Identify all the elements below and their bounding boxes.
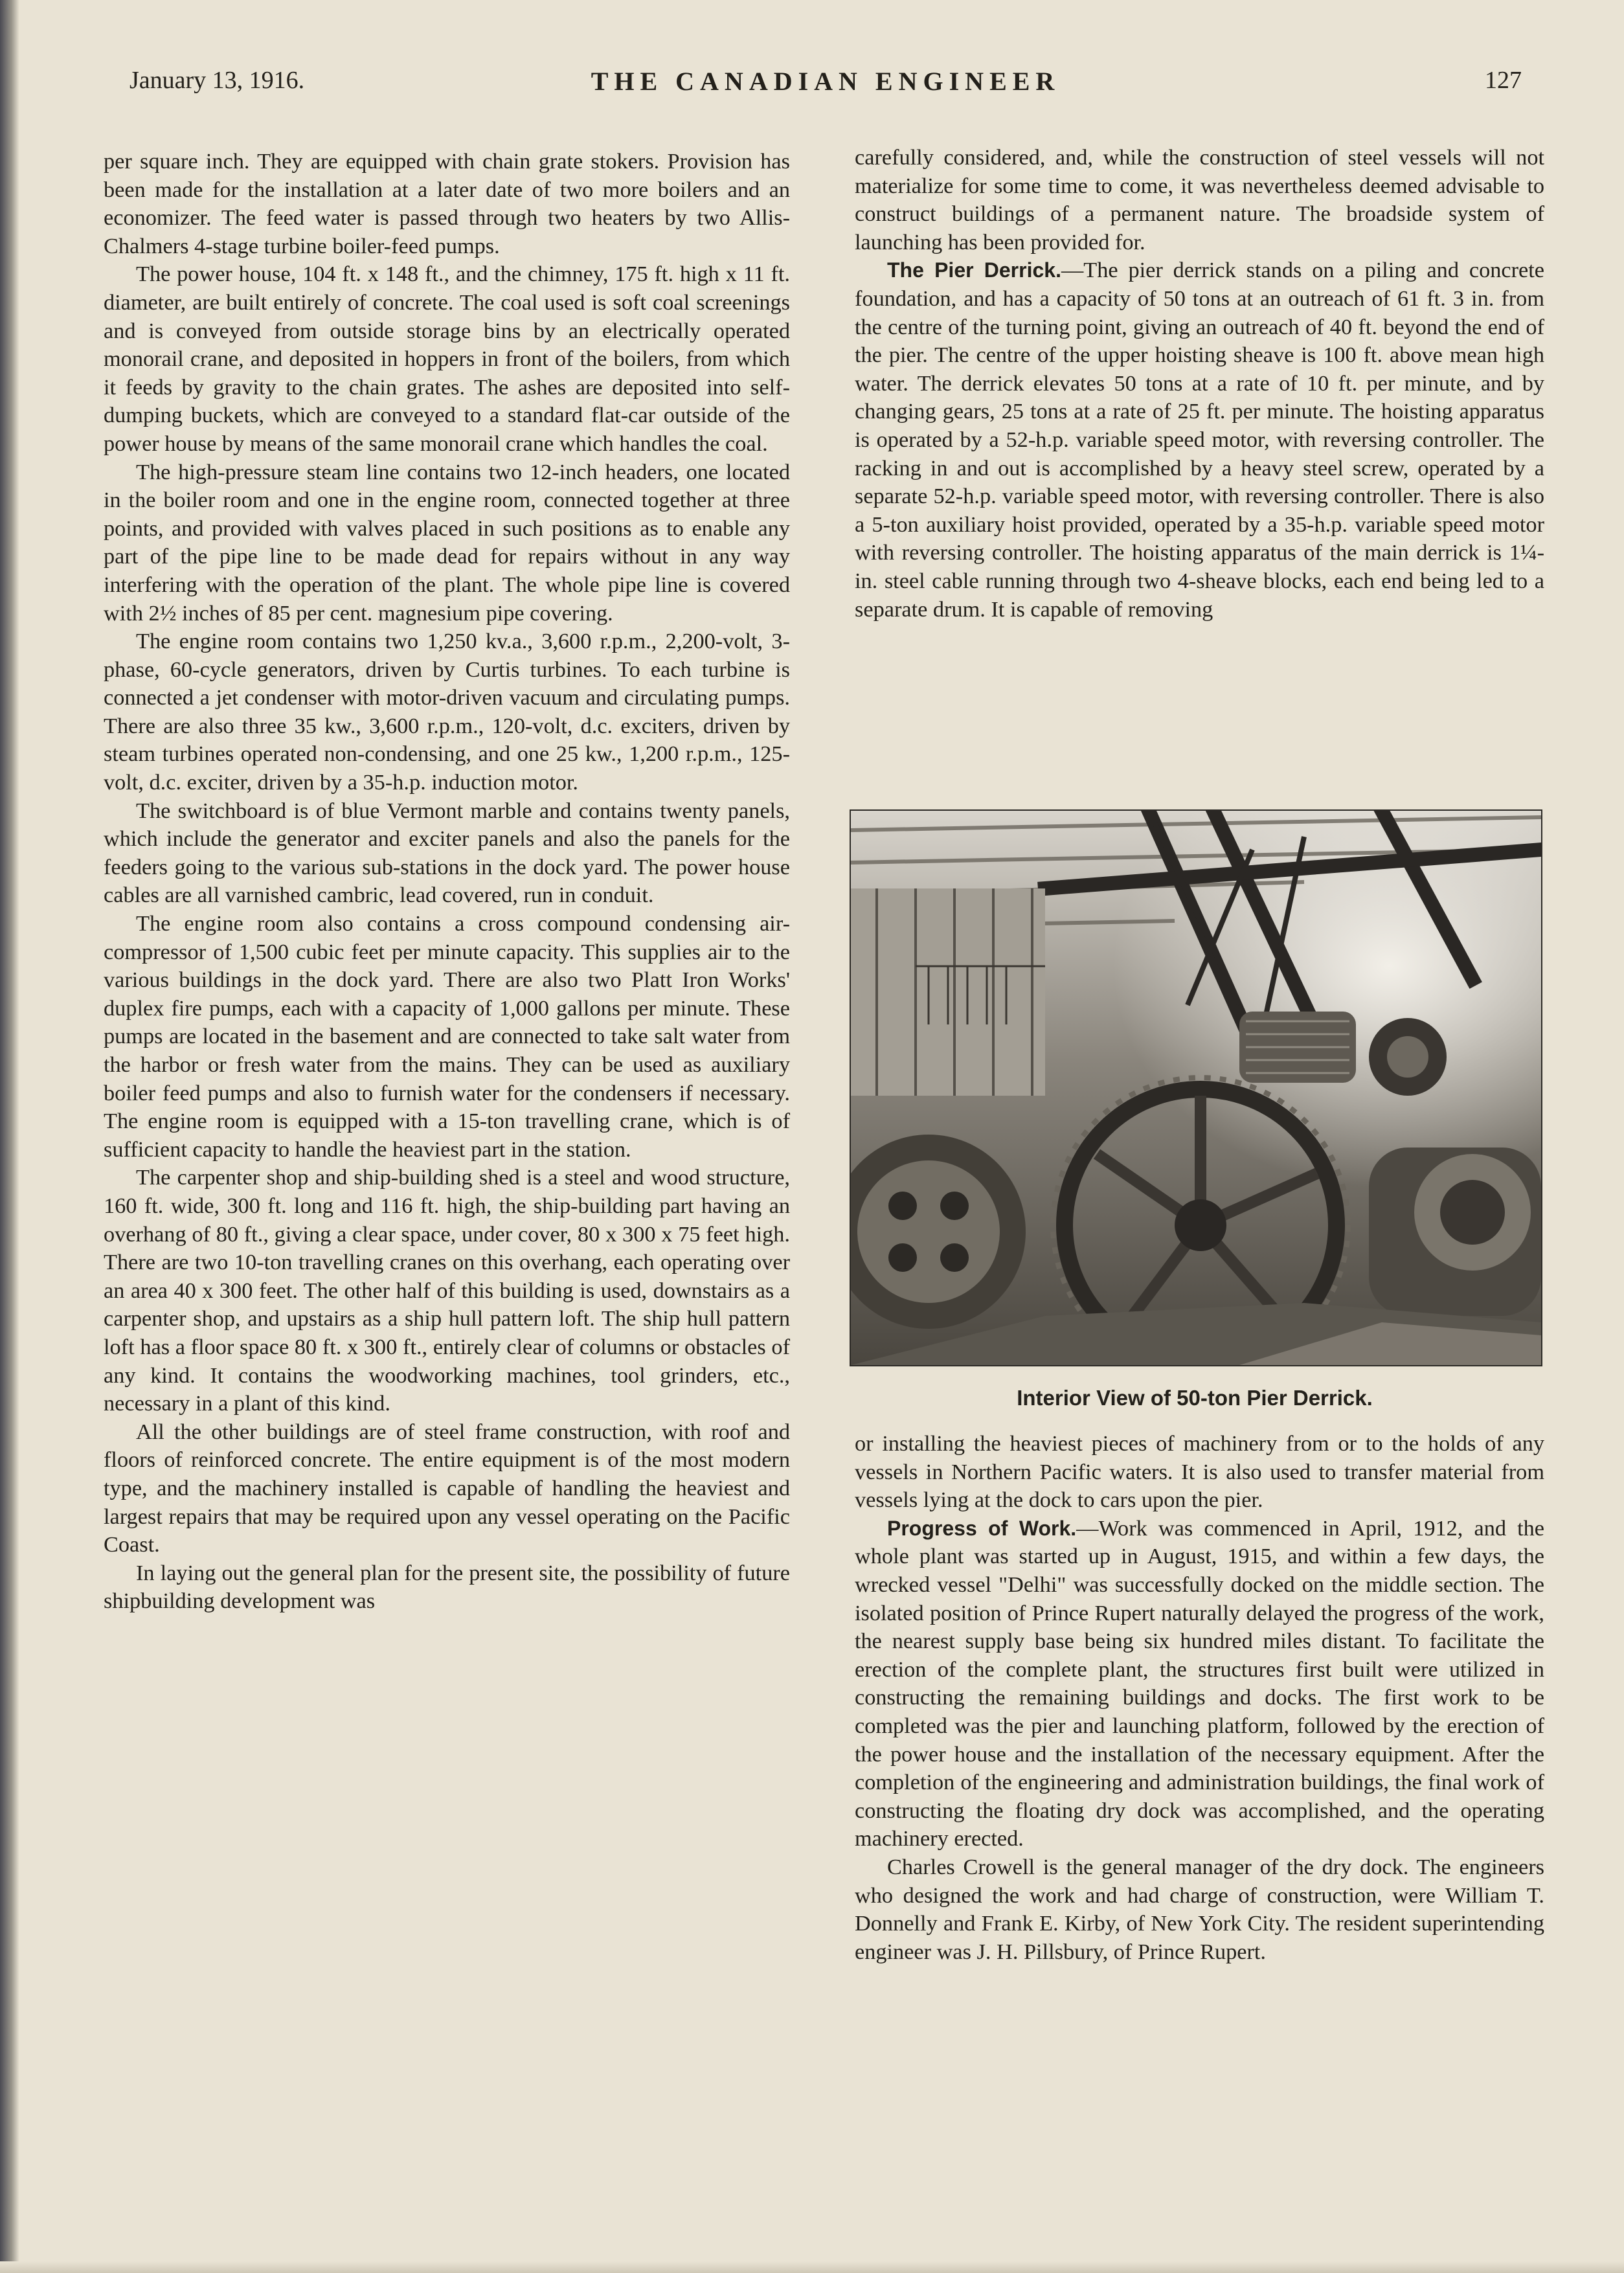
right-column-top: [855, 144, 1544, 624]
section-heading: Progress of Work.: [887, 1516, 1077, 1540]
paragraph: The engine room also contains a cross compound condensing air-compressor of 1,500 cubic feet per minute capacity. This supplies air to the various buildings in the dock yard. There are also two Platt Iron Works' duplex fire pumps, each with a capacity of 1,000 gallons per minute. These pumps are located in the basement and are connected to take salt water from the harbor or fresh water from the mains. They can be used as auxiliary boiler feed pumps and also to furnish water for the condensers if necessary. The engine room is equipped with a 15-ton travelling crane, which is of sufficient capacity to handle the heaviest part in the station.: [104, 911, 790, 1162]
paragraph: The power house, 104 ft. x 148 ft., and the chimney, 175 ft. high x 11 ft. diameter, are built entirely of concrete. The coal used is soft coal screenings and is conveyed from outside storage bins by an electrically operated monorail crane, and deposited in hoppers in front of the boilers, from which it feeds by gravity to the chain grates. The ashes are deposited into self-dumping buckets, which are conveyed to a standard flat-car outside of the power house by means of the same monorail crane which handles the coal.: [104, 262, 790, 456]
running-header: [130, 66, 1522, 105]
paragraph: or installing the heaviest pieces of machinery from or to the holds of any vessels in Northern Pacific waters. It is also used to transfer material from vessels lying at the dock to cars upon the pier.: [855, 1431, 1544, 1513]
paragraph: The switchboard is of blue Vermont marble and contains twenty panels, which include the generator and exciter panels and also the panels for the feeders going to the various sub-stations in the dock yard. The power house cables are all varnished cambric, lead covered, run in conduit.: [104, 798, 790, 908]
derrick-photograph: [850, 809, 1542, 1366]
issue-date: January 13, 1916.: [130, 67, 305, 94]
derrick-machinery-illustration: [851, 811, 1541, 1365]
paragraph: In laying out the general plan for the present site, the possibility of future shipbuilding development was: [104, 1560, 790, 1614]
page-bottom-edge: [0, 2261, 1624, 2273]
paragraph-text: —The pier derrick stands on a piling and concrete foundation, and has a capacity of 50 tons at an outreach of 61 ft. 3 in. from the centre of the turning point, giving an outreach of 40 ft. beyond the end of the pier. The centre of the upper hoisting sheave is 100 ft. above mean high water. The derrick elevates 50 tons at a rate of 10 ft. per minute, and by changing gears, 25 tons at a rate of 25 ft. per minute. The hoisting apparatus is operated by a 52-h.p. variable speed motor, with reversing controller. The racking in and out is accomplished by a heavy steel screw, operated by a separate 52-h.p. variable speed motor, with reversing controller. There is also a 5-ton auxiliary hoist provided, operated by a 35-h.p. variable speed motor with reversing controller. The hoisting apparatus of the main derrick is 1¼-in. steel cable running through two 4-sheave blocks, each end being led to a separate drum. It is capable of removing: [855, 258, 1544, 622]
paragraph: per square inch. They are equipped with chain grate stokers. Provision has been made for the installation at a later date of two more boilers and an economizer. The feed water is passed through two heaters by two Allis-Chalmers 4-stage turbine boiler-feed pumps.: [104, 149, 790, 258]
right-column-bottom: [855, 1430, 1544, 1966]
paragraph-text: —Work was commenced in April, 1912, and the whole plant was started up in August, 1915, and within a few days, the wrecked vessel "Delhi" was successfully docked on the middle section. The isolated position of Prince Rupert naturally delayed the progress of the work, the nearest supply base being six hundred miles distant. To facilitate the erection of the complete plant, the structures first built were utilized in constructing the remaining buildings and docks. The first work to be completed was the pier and launching platform, followed by the erection of the power house and the installation of the necessary equipment. After the completion of the engineering and administration buildings, the final work of constructing the floating dry dock was accomplished, and the operating machinery erected.: [855, 1515, 1545, 1851]
pier-derrick-paragraph: [855, 256, 1544, 624]
paragraph: The carpenter shop and ship-building shed is a steel and wood structure, 160 ft. wide, 300 ft. long and 116 ft. high, the ship-building part having an overhang of 80 ft., giving a clear space, under cover, 80 x 300 x 75 feet high. There are two 10-ton travelling cranes on this overhang, each operating over an area 40 x 300 feet. The other half of this building is used, downstairs as a carpenter shop, and upstairs as a ship hull pattern loft. The ship hull pattern loft has a floor space 80 ft. x 300 ft., entirely clear of columns or obstacles of any kind. It contains the woodworking machines, tool grinders, etc., necessary in a plant of this kind.: [104, 1165, 790, 1416]
page-binding-shadow: [0, 0, 19, 2273]
section-heading: The Pier Derrick.: [887, 258, 1061, 282]
figure-caption: Interior View of 50-ton Pier Derrick.: [1017, 1386, 1373, 1410]
journal-title: THE CANADIAN ENGINEER: [591, 67, 1061, 96]
paragraph: The high-pressure steam line contains two 12-inch headers, one located in the boiler room and one in the engine room, connected together at three points, and provided with valves placed in such positions as to enable any part of the pipe line to be made dead for repairs without in any way interfering with the operation of the plant. The whole pipe line is covered with 2½ inches of 85 per cent. magnesium pipe covering.: [104, 459, 790, 626]
page-number: 127: [1485, 67, 1522, 94]
left-column: [104, 148, 790, 1616]
paragraph: carefully considered, and, while the construction of steel vessels will not materialize for some time to come, it was nevertheless deemed advisable to construct buildings of a permanent nature. The broadside system of launching has been provided for.: [855, 145, 1544, 254]
progress-paragraph: [855, 1515, 1544, 1853]
paragraph: All the other buildings are of steel frame construction, with roof and floors of reinforced concrete. The entire equipment is of the most modern type, and the machinery installed is capable of handling the heaviest and largest repairs that may be required upon any vessel operating on the Pacific Coast.: [104, 1419, 790, 1557]
paragraph: Charles Crowell is the general manager of the dry dock. The engineers who designed the work and had charge of construction, were William T. Donnelly and Frank E. Kirby, of New York City. The resident superintending engineer was J. H. Pillsbury, of Prince Rupert.: [855, 1854, 1544, 1964]
paragraph: The engine room contains two 1,250 kv.a., 3,600 r.p.m., 2,200-volt, 3-phase, 60-cycle generators, driven by Curtis turbines. To each turbine is connected a jet condenser with motor-driven vacuum and circulating pumps. There are also three 35 kw., 3,600 r.p.m., 120-volt, d.c. exciters, driven by steam turbines operated non-condensing, and one 25 kw., 1,200 r.p.m., 125-volt, d.c. exciter, driven by a 35-h.p. induction motor.: [104, 629, 790, 795]
